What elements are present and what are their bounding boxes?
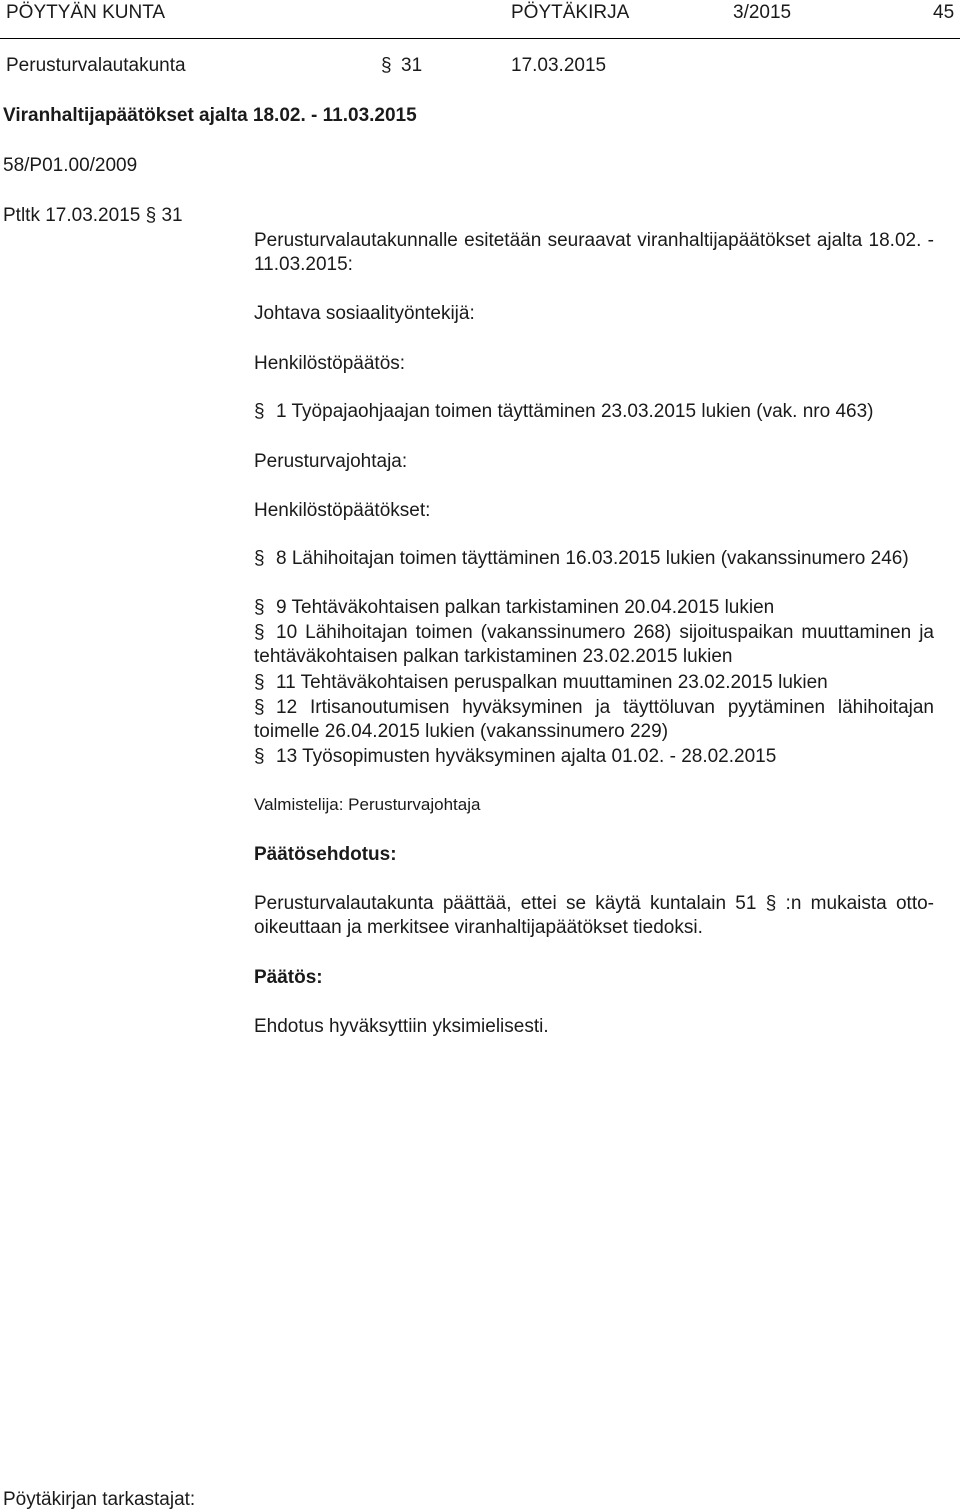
proposal-text: Perusturvalautakunta päättää, ettei se käytä kuntalain 51 § :n mukaista otto-oikeuttaan ja merkitsee viranhaltijapäätökset tiedoksi. <box>254 893 934 938</box>
page-number: 45 <box>933 2 955 23</box>
decision-item: § 11 Tehtäväkohtaisen peruspalkan muuttaminen 23.02.2015 lukien <box>254 672 828 693</box>
decision-item: § 10 Lähihoitajan toimen (vakanssinumero 268) sijoituspaikan muuttaminen ja tehtäväkohtaisen palkan tarkistaminen 23.02.2015 lukien <box>254 622 934 667</box>
decision-text: Ehdotus hyväksyttiin yksimielisesti. <box>254 1016 549 1037</box>
decision-heading: Päätös: <box>254 967 323 988</box>
preparer-line: Valmistelija: Perusturvajohtaja <box>254 795 481 814</box>
document-number: 3/2015 <box>733 2 792 23</box>
section-sign: § <box>381 55 392 76</box>
group2-type: Henkilöstöpäätökset: <box>254 500 431 521</box>
section-sign-icon: § <box>254 548 265 569</box>
document-type: PÖYTÄKIRJA <box>511 2 630 23</box>
decision-item: § 9 Tehtäväkohtaisen palkan tarkistaminen 20.04.2015 lukien <box>254 597 775 618</box>
section-sign-icon: § <box>254 622 265 643</box>
decision-item: § 8 Lähihoitajan toimen täyttäminen 16.03.2015 lukien (vakanssinumero 246) <box>254 548 909 569</box>
file-number: 58/P01.00/2009 <box>3 155 138 176</box>
section-sign-icon: § <box>254 597 265 618</box>
board-name: Perusturvalautakunta <box>6 55 186 76</box>
section-sign-icon: § <box>254 746 265 767</box>
proposal-heading: Päätösehdotus: <box>254 844 397 865</box>
decision-item: § 12 Irtisanoutumisen hyväksyminen ja täyttöluvan pyytäminen lähihoitajan toimelle 26.04.2015 lukien (vakanssinumero 229) <box>254 697 934 742</box>
municipality-name: PÖYTYÄN KUNTA <box>6 2 166 23</box>
section-sign-icon: § <box>254 697 265 718</box>
intro-text: Perusturvalautakunnalle esitetään seuraavat viranhaltijapäätökset ajalta 18.02. - 11.03.2015: <box>254 230 934 275</box>
footer-signatories: Pöytäkirjan tarkastajat: <box>3 1489 196 1510</box>
section-sign-icon: § <box>254 401 265 422</box>
meeting-date: 17.03.2015 <box>511 55 607 76</box>
header-rule <box>0 38 960 39</box>
page-title: Viranhaltijapäätökset ajalta 18.02. - 11.03.2015 <box>3 105 417 126</box>
decision-item: § 13 Työsopimusten hyväksyminen ajalta 01.02. - 28.02.2015 <box>254 746 777 767</box>
meeting-reference: Ptltk 17.03.2015 § 31 <box>3 205 183 226</box>
group2-role: Perusturvajohtaja: <box>254 451 408 472</box>
section-number: 31 <box>401 55 423 76</box>
group1-type: Henkilöstöpäätös: <box>254 353 406 374</box>
decision-item: § 1 Työpajaohjaajan toimen täyttäminen 23.03.2015 lukien (vak. nro 463) <box>254 401 874 422</box>
group1-role: Johtava sosiaalityöntekijä: <box>254 303 475 324</box>
section-sign-icon: § <box>254 672 265 693</box>
